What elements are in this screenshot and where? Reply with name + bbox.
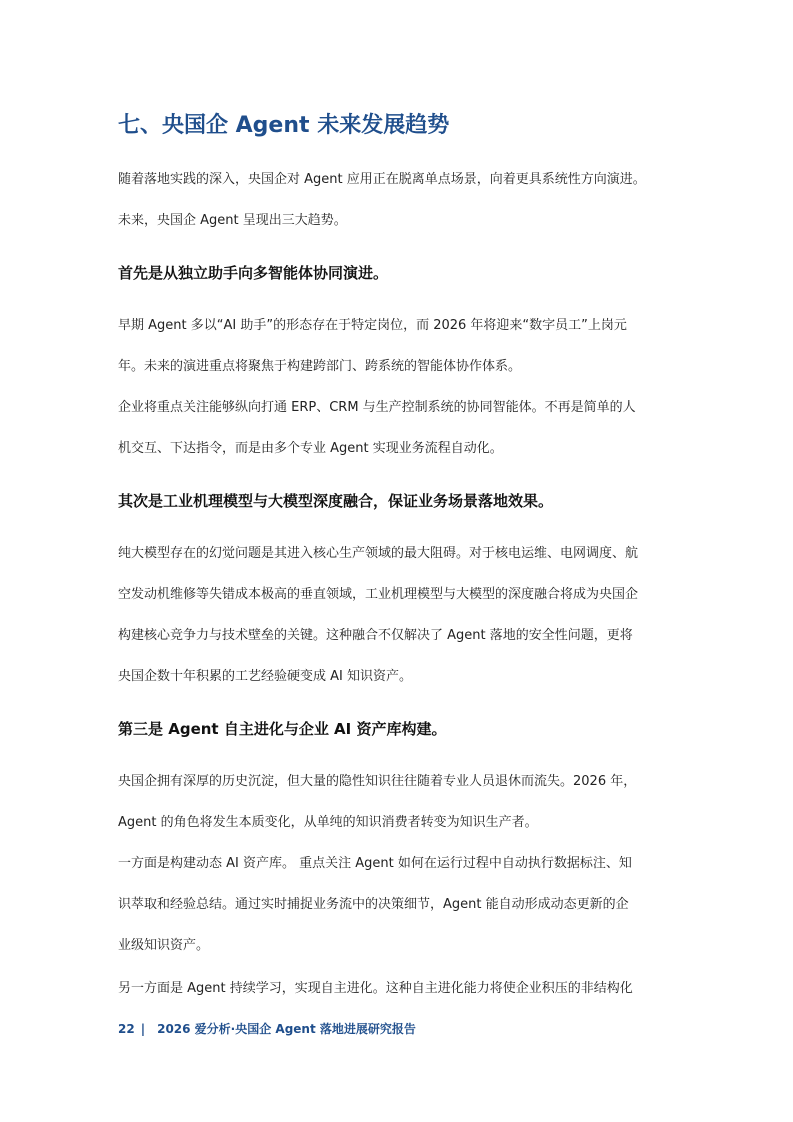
body-text-line: 另一方面是 Agent 持续学习，实现自主进化。这种自主进化能力将使企业积压的非结构化 <box>118 981 633 996</box>
body-text-line: 业级知识资产。 <box>118 938 210 953</box>
body-text-line: 年。未来的演进重点将聚焦于构建跨部门、跨系统的智能体协作体系。 <box>118 359 522 374</box>
body-text-line: 一方面是构建动态 AI 资产库。 重点关注 Agent 如何在运行过程中自动执行数据标注、知 <box>118 856 632 871</box>
body-text-line: 央国企数十年积累的工艺经验硬变成 AI 知识资产。 <box>118 669 412 684</box>
section-heading-2: 其次是工业机理模型与大模型深度融合，保证业务场景落地效果。 <box>118 492 554 510</box>
body-text-line: Agent 的角色将发生本质变化，从单纯的知识消费者转变为知识生产者。 <box>118 815 538 830</box>
intro-paragraph-line: 未来，央国企 Agent 呈现出三大趋势。 <box>118 213 347 228</box>
body-text-line: 机交互、下达指令，而是由多个专业 Agent 实现业务流程自动化。 <box>118 441 503 456</box>
body-text-line: 纯大模型存在的幻觉问题是其进入核心生产领域的最大阻碍。对于核电运维、电网调度、航 <box>118 546 639 561</box>
body-text-line: 企业将重点关注能够纵向打通 ERP、CRM 与生产控制系统的协同智能体。不再是简单的人 <box>118 400 636 415</box>
body-text-line: 识萃取和经验总结。通过实时捕捉业务流中的决策细节，Agent 能自动形成动态更新的企 <box>118 897 629 912</box>
footer-report-title: 2026 爱分析·央国企 Agent 落地进展研究报告 <box>157 1022 416 1036</box>
body-text-line: 空发动机维修等失错成本极高的垂直领域，工业机理模型与大模型的深度融合将成为央国企 <box>118 587 639 602</box>
page-number: 22 <box>118 1022 135 1036</box>
footer-separator: | <box>140 1022 146 1036</box>
page-title: 七、央国企 Agent 未来发展趋势 <box>118 113 450 138</box>
section-heading-3: 第三是 Agent 自主进化与企业 AI 资产库构建。 <box>118 720 447 738</box>
body-text-line: 构建核心竞争力与技术壁垒的关键。这种融合不仅解决了 Agent 落地的安全性问题，更将 <box>118 628 633 643</box>
intro-paragraph-line: 随着落地实践的深入，央国企对 Agent 应用正在脱离单点场景，向着更具系统性方向演进。 <box>118 172 646 187</box>
body-text-line: 央国企拥有深厚的历史沉淀，但大量的隐性知识往往随着专业人员退休而流失。2026 年， <box>118 774 637 789</box>
body-text-line: 早期 Agent 多以“AI 助手”的形态存在于特定岗位，而 2026 年将迎来“数字员工”上岗元 <box>118 318 627 333</box>
page-footer <box>118 1020 416 1038</box>
section-heading-1: 首先是从独立助手向多智能体协同演进。 <box>118 264 389 282</box>
